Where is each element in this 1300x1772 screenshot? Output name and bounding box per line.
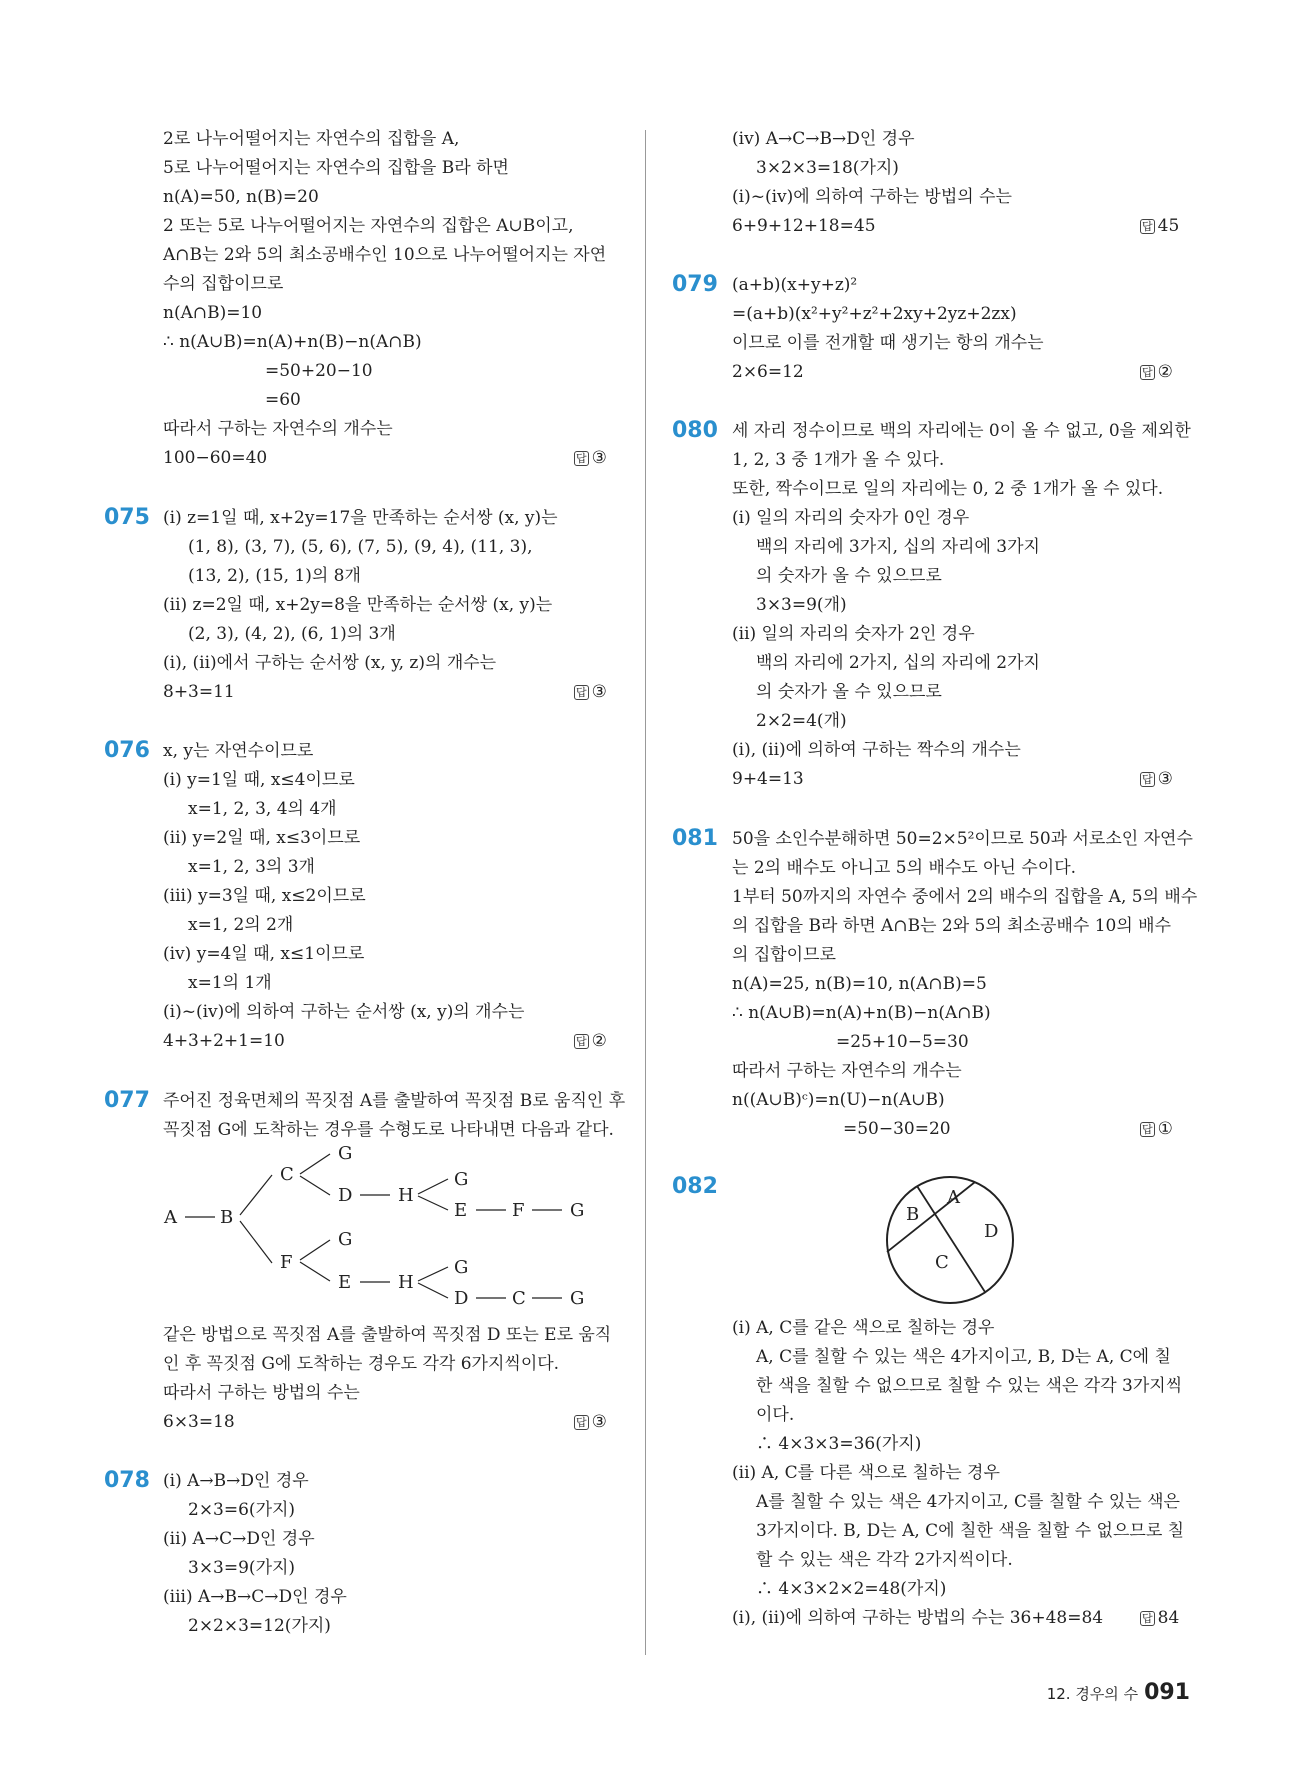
text-line: 3×3=9(가지) <box>188 1558 296 1578</box>
text-line: 의 숫자가 올 수 있으므로 <box>756 566 942 586</box>
tree-node: E <box>338 1272 352 1293</box>
text-line: 9+4=13 <box>732 769 804 789</box>
tree-node: G <box>570 1288 585 1309</box>
text-line: 따라서 구하는 자연수의 개수는 <box>163 419 393 439</box>
region-label: C <box>935 1252 949 1273</box>
text-line: 주어진 정육면체의 꼭짓점 A를 출발하여 꼭짓점 B로 움직인 후 <box>163 1091 626 1111</box>
text-line: (i), (ii)에 의하여 구하는 방법의 수는 36+48=84 <box>732 1608 1104 1628</box>
text-line: A∩B는 2와 5의 최소공배수인 10으로 나누어떨어지는 자연 <box>163 245 607 265</box>
text-line: 1부터 50까지의 자연수 중에서 2의 배수의 집합을 A, 5의 배수 <box>732 887 1198 907</box>
region-label: A <box>947 1187 960 1208</box>
text-line: 2×2=4(개) <box>756 711 847 731</box>
tree-node: D <box>454 1288 469 1309</box>
text-line: 수의 집합이므로 <box>163 274 284 294</box>
text-line: 2×6=12 <box>732 362 804 382</box>
text-line: 백의 자리에 3가지, 십의 자리에 3가지 <box>756 537 1040 557</box>
text-line: (i), (ii)에서 구하는 순서쌍 (x, y, z)의 개수는 <box>163 653 497 673</box>
tree-node: A <box>164 1207 177 1228</box>
text-line: 백의 자리에 2가지, 십의 자리에 2가지 <box>756 653 1040 673</box>
text-line: (ii) 일의 자리의 숫자가 2인 경우 <box>732 624 975 644</box>
text-line: 2×2×3=12(가지) <box>188 1616 331 1636</box>
problem-number: 077 <box>104 1088 150 1113</box>
problem-number: 078 <box>104 1468 150 1493</box>
text-line: =(a+b)(x²+y²+z²+2xy+2yz+2zx) <box>732 304 1017 324</box>
tree-node: H <box>398 1272 414 1293</box>
answer-badge: 답 ③ <box>576 682 607 702</box>
region-label: D <box>984 1221 999 1242</box>
text-line: 6×3=18 <box>163 1412 235 1432</box>
text-line: 3×3=9(개) <box>756 595 847 615</box>
tree-node: F <box>512 1200 525 1221</box>
answer-badge: 답 ② <box>576 1031 607 1051</box>
problem-number: 076 <box>104 738 150 763</box>
text-line: 는 2의 배수도 아니고 5의 배수도 아닌 수이다. <box>732 858 1077 878</box>
text-line: 의 집합을 B라 하면 A∩B는 2와 5의 최소공배수 10의 배수 <box>732 916 1171 936</box>
text-line: 2로 나누어떨어지는 자연수의 집합을 A, <box>163 129 460 149</box>
page-footer <box>1047 1680 1190 1705</box>
text-line: (i)~(iv)에 의하여 구하는 방법의 수는 <box>732 187 1012 207</box>
text-line: (i), (ii)에 의하여 구하는 짝수의 개수는 <box>732 740 1021 760</box>
tree-node: G <box>454 1169 469 1190</box>
text-line: 의 숫자가 올 수 있으므로 <box>756 682 942 702</box>
text-line: (iv) y=4일 때, x≤1이므로 <box>163 944 365 964</box>
tree-node: D <box>338 1185 353 1206</box>
text-line: 3×2×3=18(가지) <box>756 158 899 178</box>
text-line: 1, 2, 3 중 1개가 올 수 있다. <box>732 450 945 470</box>
text-line: (i) A→B→D인 경우 <box>163 1471 309 1491</box>
text-line: x, y는 자연수이므로 <box>163 741 314 761</box>
problem-number: 080 <box>672 418 718 443</box>
text-line: 2 또는 5로 나누어떨어지는 자연수의 집합은 A∪B이고, <box>163 216 574 236</box>
text-line: 또한, 짝수이므로 일의 자리에는 0, 2 중 1개가 올 수 있다. <box>732 479 1164 499</box>
text-line: ∴ 4×3×2×2=48(가지) <box>756 1579 947 1599</box>
text-line: 같은 방법으로 꼭짓점 A를 출발하여 꼭짓점 D 또는 E로 움직 <box>163 1325 612 1345</box>
text-line: 이므로 이를 전개할 때 생기는 항의 개수는 <box>732 333 1044 353</box>
text-line: (ii) y=2일 때, x≤3이므로 <box>163 828 361 848</box>
text-line: (13, 2), (15, 1)의 8개 <box>188 566 361 586</box>
column-divider <box>645 130 646 1655</box>
text-line: (iii) A→B→C→D인 경우 <box>163 1587 347 1607</box>
tree-node: C <box>512 1288 526 1309</box>
text-line: (2, 3), (4, 2), (6, 1)의 3개 <box>188 624 396 644</box>
tree-node: C <box>280 1164 294 1185</box>
problem-number: 075 <box>104 505 150 530</box>
text-line: (ii) A→C→D인 경우 <box>163 1529 315 1549</box>
text-line: =50+20−10 <box>265 361 373 381</box>
circle-diagram <box>880 1170 1020 1310</box>
answer-badge: 답 ① <box>1142 1119 1173 1139</box>
page-number: 091 <box>1144 1680 1190 1705</box>
problem-number: 079 <box>672 272 718 297</box>
text-line: ∴ n(A∪B)=n(A)+n(B)−n(A∩B) <box>732 1003 991 1023</box>
text-line: ∴ n(A∪B)=n(A)+n(B)−n(A∩B) <box>163 332 422 352</box>
tree-node: H <box>398 1185 414 1206</box>
answer-badge: 답 ② <box>1142 362 1173 382</box>
region-label: B <box>906 1204 920 1225</box>
text-line: 8+3=11 <box>163 682 235 702</box>
text-line: (1, 8), (3, 7), (5, 6), (7, 5), (9, 4), (11, 3), <box>188 537 533 557</box>
tree-node: G <box>338 1145 353 1164</box>
tree-node: B <box>220 1207 234 1228</box>
tree-node: E <box>454 1200 468 1221</box>
text-line: 인 후 꼭짓점 G에 도착하는 경우도 각각 6가지씩이다. <box>163 1354 560 1374</box>
text-line: x=1, 2의 2개 <box>188 915 294 935</box>
problem-number: 081 <box>672 826 718 851</box>
text-line: (iii) y=3일 때, x≤2이므로 <box>163 886 366 906</box>
text-line: x=1의 1개 <box>188 973 272 993</box>
text-line: 이다. <box>756 1405 795 1425</box>
text-line: 6+9+12+18=45 <box>732 216 876 236</box>
text-line: ∴ 4×3×3=36(가지) <box>756 1434 922 1454</box>
text-line: 2×3=6(가지) <box>188 1500 296 1520</box>
text-line: n((A∪B)ᶜ)=n(U)−n(A∪B) <box>732 1090 945 1110</box>
text-line: (ii) A, C를 다른 색으로 칠하는 경우 <box>732 1463 1000 1483</box>
text-line: (iv) A→C→B→D인 경우 <box>732 129 915 149</box>
text-line: n(A)=25, n(B)=10, n(A∩B)=5 <box>732 974 987 994</box>
text-line: A, C를 칠할 수 있는 색은 4가지이고, B, D는 A, C에 칠 <box>756 1347 1171 1367</box>
text-line: x=1, 2, 3의 3개 <box>188 857 315 877</box>
text-line: A를 칠할 수 있는 색은 4가지이고, C를 칠할 수 있는 색은 <box>756 1492 1180 1512</box>
text-line: 꼭짓점 G에 도착하는 경우를 수형도로 나타내면 다음과 같다. <box>163 1120 614 1140</box>
text-line: =60 <box>265 390 301 410</box>
text-line: 세 자리 정수이므로 백의 자리에는 0이 올 수 없고, 0을 제외한 <box>732 421 1191 441</box>
text-line: x=1, 2, 3, 4의 4개 <box>188 799 337 819</box>
text-line: 의 집합이므로 <box>732 945 836 965</box>
tree-node: G <box>338 1229 353 1250</box>
text-line: (i) 일의 자리의 숫자가 0인 경우 <box>732 508 970 528</box>
text-line: 할 수 있는 색은 각각 2가지씩이다. <box>756 1550 1013 1570</box>
text-line: (a+b)(x+y+z)² <box>732 275 858 295</box>
text-line: 따라서 구하는 자연수의 개수는 <box>732 1061 962 1081</box>
text-line: n(A)=50, n(B)=20 <box>163 187 319 207</box>
tree-diagram <box>150 1145 610 1315</box>
answer-badge: 답 84 <box>1142 1608 1180 1628</box>
text-line: 따라서 구하는 방법의 수는 <box>163 1383 360 1403</box>
answer-badge: 답 ③ <box>1142 769 1173 789</box>
chapter-title: 12. 경우의 수 <box>1046 1685 1139 1703</box>
text-line: 5로 나누어떨어지는 자연수의 집합을 B라 하면 <box>163 158 509 178</box>
answer-badge: 답 ③ <box>576 1412 607 1432</box>
text-line: =50−30=20 <box>843 1119 951 1139</box>
problem-number: 082 <box>672 1174 718 1199</box>
text-line: (i)~(iv)에 의하여 구하는 순서쌍 (x, y)의 개수는 <box>163 1002 525 1022</box>
text-line: =25+10−5=30 <box>836 1032 969 1052</box>
answer-badge: 답 45 <box>1142 216 1180 236</box>
text-line: n(A∩B)=10 <box>163 303 263 323</box>
tree-node: G <box>454 1257 469 1278</box>
tree-node: G <box>570 1200 585 1221</box>
tree-node: F <box>280 1252 293 1273</box>
text-line: (i) z=1일 때, x+2y=17을 만족하는 순서쌍 (x, y)는 <box>163 508 558 528</box>
text-line: 3가지이다. B, D는 A, C에 칠한 색을 칠할 수 없으므로 칠 <box>756 1521 1185 1541</box>
text-line: 한 색을 칠할 수 없으므로 칠할 수 있는 색은 각각 3가지씩 <box>756 1376 1183 1396</box>
text-line: (i) y=1일 때, x≤4이므로 <box>163 770 355 790</box>
text-line: 100−60=40 <box>163 448 268 468</box>
text-line: (i) A, C를 같은 색으로 칠하는 경우 <box>732 1318 995 1338</box>
text-line: 50을 소인수분해하면 50=2×5²이므로 50과 서로소인 자연수 <box>732 829 1193 849</box>
text-line: 4+3+2+1=10 <box>163 1031 285 1051</box>
answer-badge: 답 ③ <box>576 448 607 468</box>
text-line: (ii) z=2일 때, x+2y=8을 만족하는 순서쌍 (x, y)는 <box>163 595 553 615</box>
